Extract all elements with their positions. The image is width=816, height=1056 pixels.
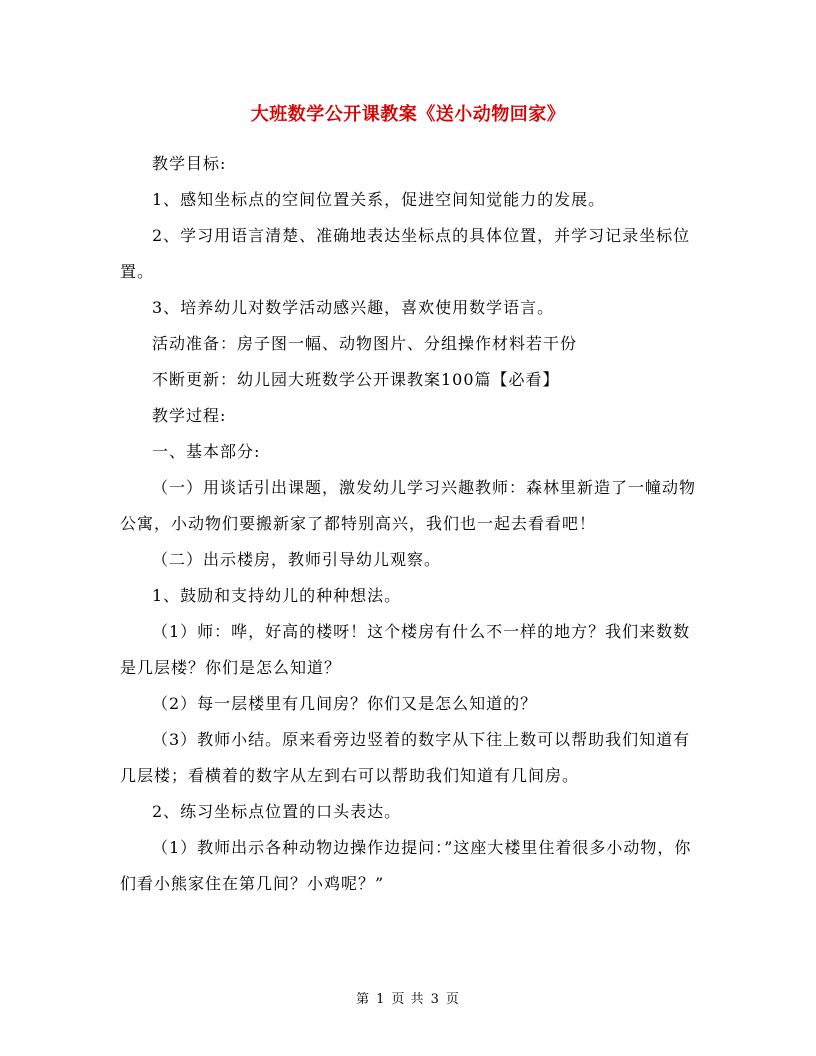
document-body xyxy=(120,146,696,902)
paragraph-summary: （3）教师小结。原来看旁边竖着的数字从下往上数可以帮助我们知道有几层楼；看横着的数字从左到右可以帮助我们知道有几间房。 xyxy=(120,730,691,785)
footer-middle: 页 共 xyxy=(391,992,425,1007)
paragraph-teaching-goals-heading: 教学目标: xyxy=(152,154,227,173)
document-title: 大班数学公开课教案《送小动物回家》 xyxy=(250,104,566,125)
paragraph-basic-part-heading: 一、基本部分: xyxy=(152,442,261,461)
paragraph-section-1: （一）用谈话引出课题，激发幼儿学习兴趣教师：森林里新造了一幢动物公寓，小动物们要搬新家了都特别高兴，我们也一起去看看吧！ xyxy=(120,478,697,533)
paragraph-process-heading: 教学过程: xyxy=(152,406,227,425)
paragraph-step-2: 2、练习坐标点位置的口头表达。 xyxy=(152,802,402,821)
footer-suffix: 页 xyxy=(445,992,460,1007)
paragraph-preparation: 活动准备：房子图一幅、动物图片、分组操作材料若干份 xyxy=(152,334,578,353)
footer-total-pages: 3 xyxy=(430,992,440,1007)
page-footer xyxy=(0,988,816,1007)
paragraph-question-1: （1）师：哗，好高的楼呀！这个楼房有什么不一样的地方？我们来数数是几层楼？你们是怎么知道？ xyxy=(120,622,691,677)
paragraph-goal-3: 3、培养幼儿对数学活动感兴趣，喜欢使用数学语言。 xyxy=(152,298,555,317)
footer-prefix: 第 xyxy=(356,992,371,1007)
paragraph-step-1: 1、鼓励和支持幼儿的种种想法。 xyxy=(152,586,402,605)
paragraph-update-note: 不断更新：幼儿园大班数学公开课教案100篇【必看】 xyxy=(152,370,560,389)
paragraph-activity-1: （1）教师出示各种动物边操作边提问：”这座大楼里住着很多小动物，你们看小熊家住在第几间？小鸡呢？” xyxy=(120,838,692,893)
paragraph-goal-2: 2、学习用语言清楚、准确地表达坐标点的具体位置，并学习记录坐标位置。 xyxy=(120,226,691,281)
paragraph-section-2: （二）出示楼房，教师引导幼儿观察。 xyxy=(152,550,442,569)
paragraph-goal-1: 1、感知坐标点的空间位置关系，促进空间知觉能力的发展。 xyxy=(152,190,606,209)
paragraph-question-2: （2）每一层楼里有几间房？你们又是怎么知道的？ xyxy=(152,694,538,713)
footer-page-number: 1 xyxy=(376,992,386,1007)
